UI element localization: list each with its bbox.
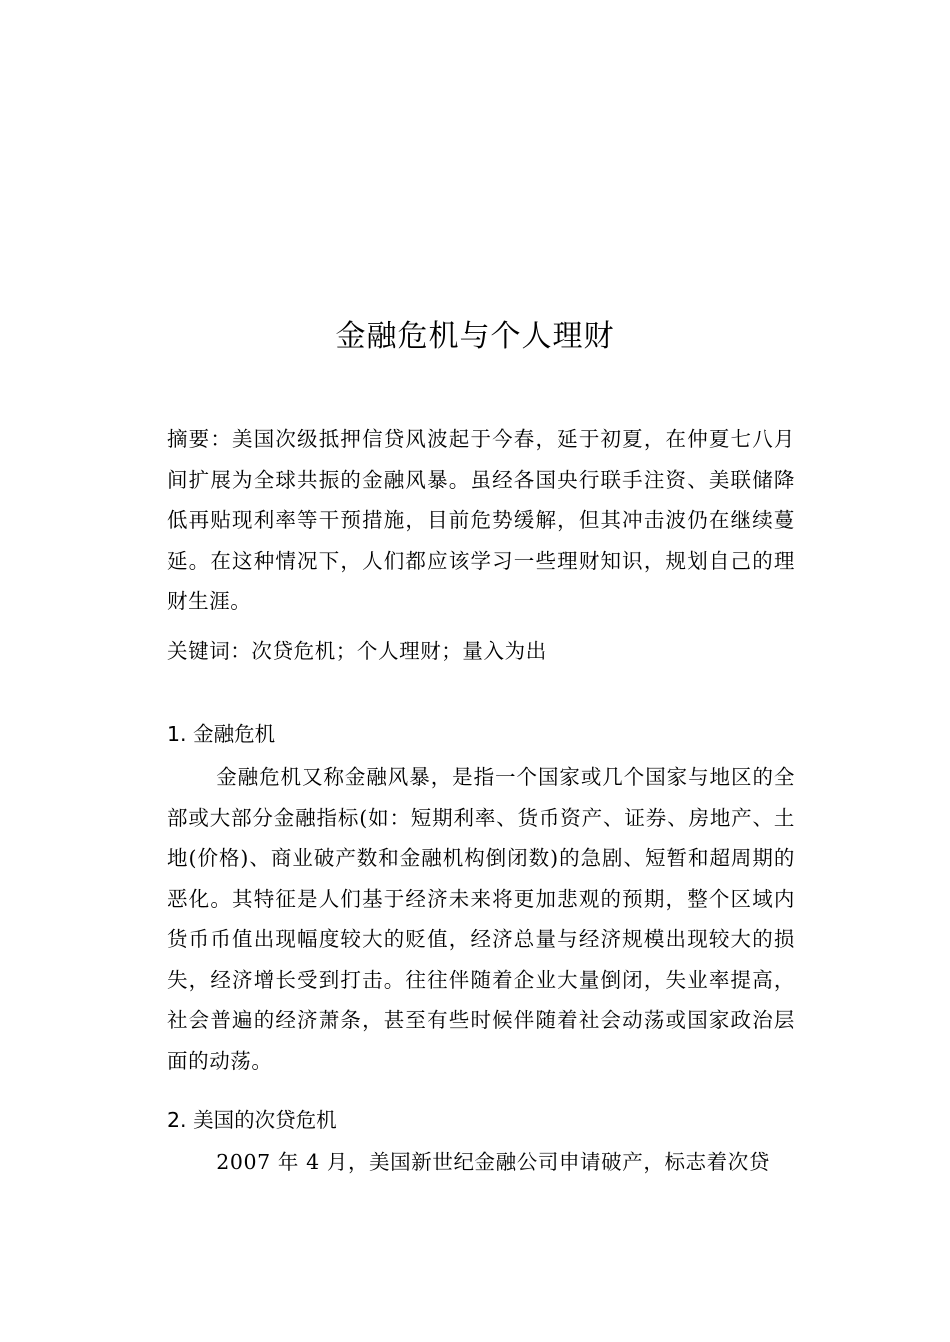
keywords-paragraph (167, 631, 795, 672)
section-2-body (167, 1142, 795, 1183)
section-2-paragraph: 2007 年 4 月，美国新世纪金融公司申请破产，标志着次贷 (216, 1150, 770, 1174)
section-1-heading: 1. 金融危机 (167, 722, 276, 746)
abstract-block (167, 419, 795, 622)
abstract-paragraph (167, 419, 795, 622)
section-1-paragraph: 金融危机又称金融风暴，是指一个国家或几个国家与地区的全部或大部分金融指标(如：短期利率、货币资产、证券、房地产、土地(价格)、商业破产数和金融机构倒闭数)的急剧、短暂和超周期的恶化。其特征是人们基于经济未来将更加悲观的预期，整个区域内货币币值出现幅度较大的贬值，经济总量与经济规模出现较大的损失，经济增长受到打击。往往伴随着企业大量倒闭，失业率提高，社会普遍的经济萧条，甚至有些时候伴随着社会动荡或国家政治层面的动荡。 (167, 765, 795, 1073)
section-1-body (167, 757, 795, 1081)
keywords-text: 次贷危机；个人理财；量入为出 (251, 639, 547, 663)
abstract-text: 美国次级抵押信贷风波起于今春，延于初夏，在仲夏七八月间扩展为全球共振的金融风暴。虽经各国央行联手注资、美联储降低再贴现利率等干预措施，目前危势缓解，但其冲击波仍在继续蔓延。在这种情况下，人们都应该学习一些理财知识，规划自己的理财生涯。 (167, 427, 795, 613)
document-title: 金融危机与个人理财 (335, 319, 615, 354)
section-2-heading: 2. 美国的次贷危机 (167, 1108, 337, 1132)
keywords-block (167, 631, 795, 672)
abstract-label: 摘要： (167, 427, 233, 451)
keywords-label: 关键词： (167, 639, 252, 663)
